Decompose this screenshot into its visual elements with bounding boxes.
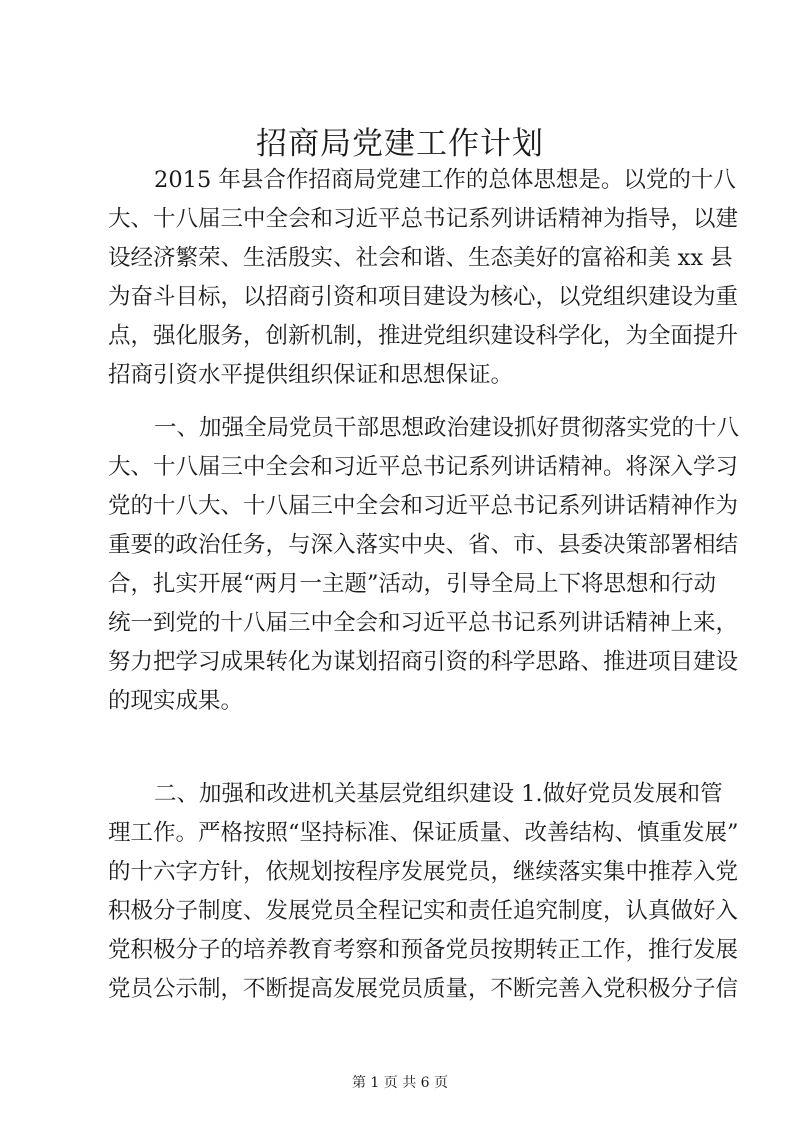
- text-line: 二、加强和改进机关基层党组织建设 1.做好党员发展和管: [154, 781, 723, 807]
- text-line: 党的十八大、十八届三中全会和习近平总书记系列讲话精神作为: [108, 493, 739, 519]
- text-line: 点，强化服务，创新机制，推进党组织建设科学化，为全面提升: [108, 323, 739, 349]
- text-line: 党积极分子的培养教育考察和预备党员按期转正工作，推行发展: [108, 937, 739, 963]
- text-line: 努力把学习成果转化为谋划招商引资的科学思路、推进项目建设: [108, 649, 739, 675]
- text-line: 理工作。严格按照“坚持标准、保证质量、改善结构、慎重发展”: [108, 820, 739, 846]
- text-line: 招商引资水平提供组织保证和思想保证。: [108, 362, 514, 388]
- paragraph-section-one: [108, 409, 740, 721]
- text-line: 2015 年县合作招商局党建工作的总体思想是。以党的十八: [154, 167, 736, 193]
- paragraph-section-two: [108, 775, 739, 1009]
- text-line: 大、十八届三中全会和习近平总书记系列讲话精神。将深入学习: [108, 454, 739, 480]
- page-footer: 第 1 页 共 6 页: [351, 1075, 449, 1091]
- text-line: 的现实成果。: [108, 688, 244, 714]
- text-line: 积极分子制度、发展党员全程记实和责任追究制度，认真做好入: [108, 898, 739, 924]
- text-line: 的十六字方针，依规划按程序发展党员，继续落实集中推荐入党: [108, 859, 739, 885]
- text-line: 大、十八届三中全会和习近平总书记系列讲话精神为指导，以建: [108, 206, 739, 232]
- text-line: 设经济繁荣、生活殷实、社会和谐、生态美好的富裕和美 xx 县: [108, 245, 733, 271]
- text-line: 一、加强全局党员干部思想政治建设抓好贯彻落实党的十八: [154, 415, 740, 441]
- text-line: 统一到党的十八届三中全会和习近平总书记系列讲话精神上来，: [108, 610, 739, 636]
- document-title: 招商局党建工作计划: [256, 126, 544, 162]
- text-line: 为奋斗目标，以招商引资和项目建设为核心，以党组织建设为重: [108, 284, 739, 310]
- text-line: 重要的政治任务，与深入落实中央、省、市、县委决策部署相结: [108, 532, 739, 558]
- text-line: 合，扎实开展“两月一主题”活动，引导全局上下将思想和行动: [108, 571, 717, 597]
- text-line: 党员公示制，不断提高发展党员质量，不断完善入党积极分子信: [108, 976, 739, 1002]
- paragraph-intro: [108, 161, 739, 395]
